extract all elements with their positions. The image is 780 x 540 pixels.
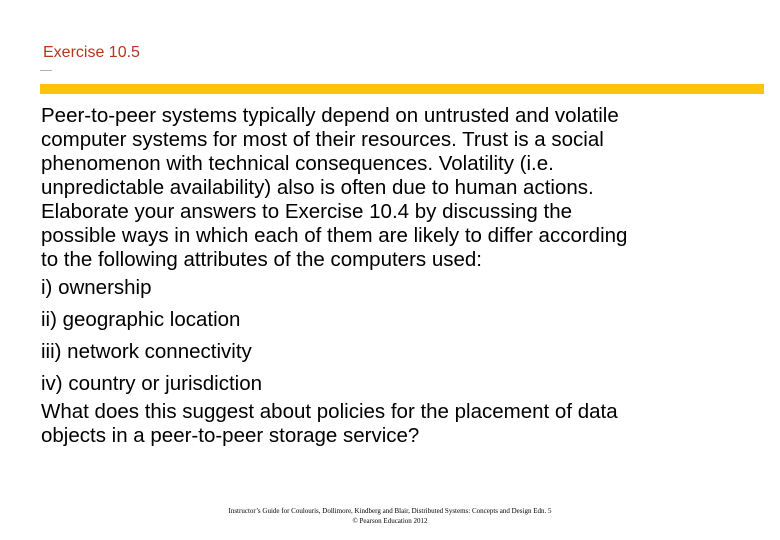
paragraph-line: Elaborate your answers to Exercise 10.4 by discussing the bbox=[41, 200, 572, 223]
question-line: objects in a peer-to-peer storage service? bbox=[41, 424, 420, 447]
accent-bar bbox=[40, 84, 764, 94]
footer-copyright: © Pearson Education 2012 bbox=[352, 517, 428, 525]
paragraph-line: Peer-to-peer systems typically depend on untrusted and volatile bbox=[41, 104, 619, 127]
paragraph-line: to the following attributes of the computers used: bbox=[41, 248, 483, 271]
paragraph-line: computer systems for most of their resources. Trust is a social bbox=[41, 128, 604, 151]
list-item-ownership: i) ownership bbox=[41, 276, 152, 299]
footer-citation: Instructor’s Guide for Coulouris, Dollimore, Kindberg and Blair, Distributed Systems: Concepts and Design Edn. 5 bbox=[228, 507, 552, 515]
list-item-network-connectivity: iii) network connectivity bbox=[41, 340, 252, 363]
slide-title: Exercise 10.5 bbox=[43, 44, 140, 61]
list-item-geographic-location: ii) geographic location bbox=[41, 308, 241, 331]
slide-footer bbox=[0, 506, 780, 526]
paragraph-line: unpredictable availability) also is often due to human actions. bbox=[41, 176, 594, 199]
title-bar-tick bbox=[40, 70, 52, 71]
paragraph-line: phenomenon with technical consequences. Volatility (i.e. bbox=[41, 152, 554, 175]
question-line: What does this suggest about policies for the placement of data bbox=[41, 400, 618, 423]
list-item-country-jurisdiction: iv) country or jurisdiction bbox=[41, 372, 263, 395]
slide-body bbox=[41, 104, 741, 448]
paragraph-line: possible ways in which each of them are likely to differ according bbox=[41, 224, 628, 247]
